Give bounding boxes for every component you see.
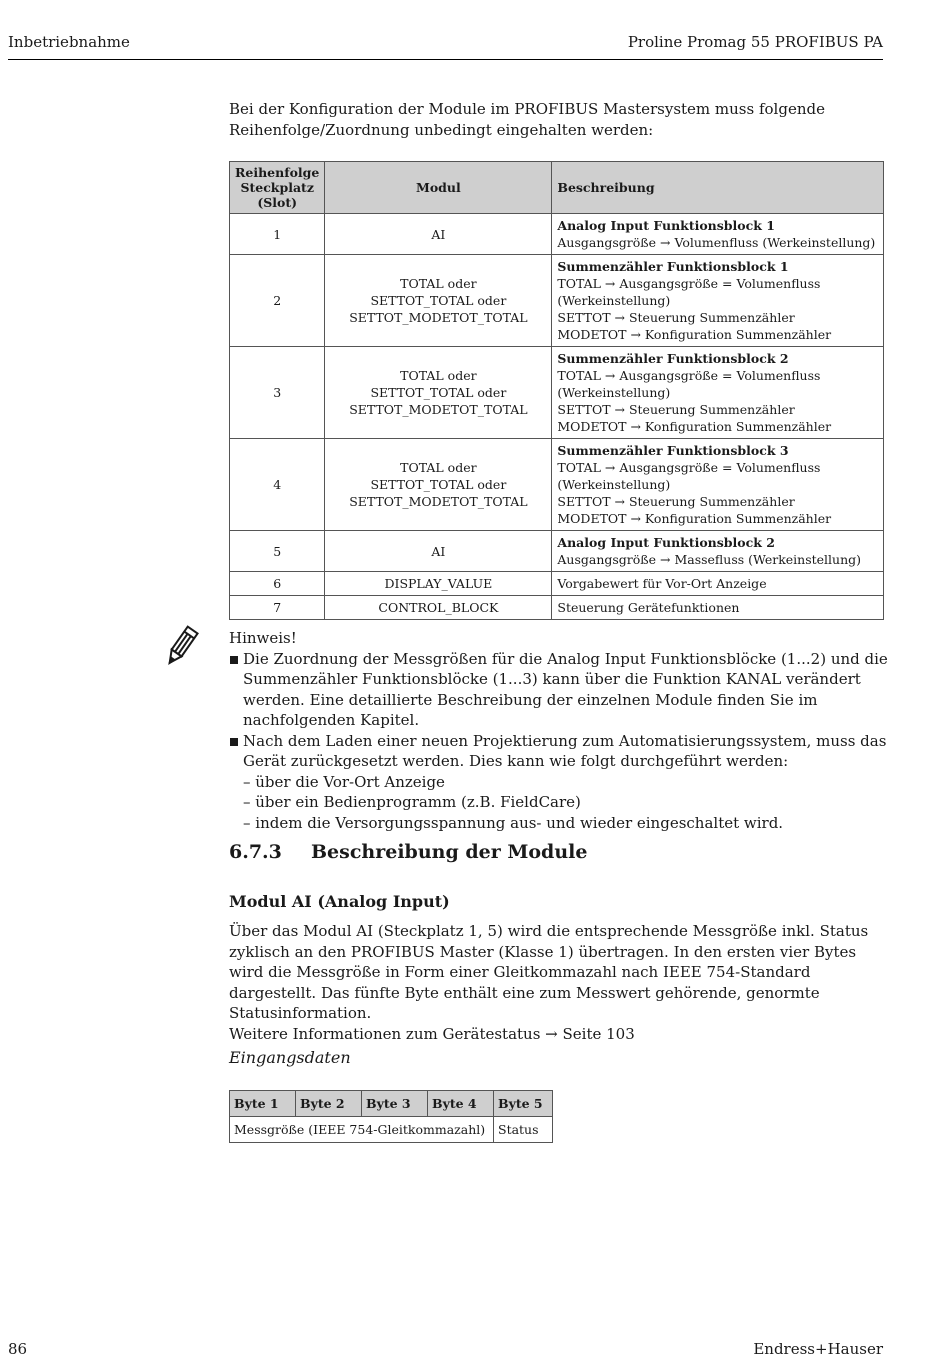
slot-cell: 7 [230, 596, 325, 620]
description-cell [552, 439, 884, 531]
table-header-row [230, 162, 884, 214]
description-cell [552, 214, 884, 255]
description-line: SETTOT → Steuerung Summenzähler [557, 402, 795, 417]
module-name: SETTOT_TOTAL oder [370, 477, 507, 492]
table-row [230, 572, 884, 596]
module-order-table [229, 161, 884, 620]
byte-header: Byte 5 [494, 1091, 553, 1117]
description-title: Analog Input Funktionsblock 1 [557, 218, 775, 233]
module-cell [325, 214, 552, 255]
description-line: TOTAL → Ausgangsgröße = Volumenfluss (Werkeinstellung) [557, 276, 821, 308]
note-dash-item: – über ein Bedienprogramm (z.B. FieldCare) [243, 793, 581, 811]
status-cell: Status [494, 1117, 553, 1143]
body-paragraph: Über das Modul AI (Steckplatz 1, 5) wird die entsprechende Messgröße inkl. Status zyklisch an den PROFIBUS Master (Klasse 1) übertragen. In den ersten vier Bytes wird die Messgröße in Form einer Gleitkommazahl nach IEEE 754-Standard dargestellt. Das fünfte Byte enthält eine zum Messwert gehörende, genormte Statusinformation. [229, 922, 869, 1022]
header-section-title: Inbetriebnahme [8, 33, 130, 51]
input-data-table [229, 1090, 553, 1143]
description-line: Ausgangsgröße → Volumenfluss (Werkeinstellung) [557, 235, 876, 250]
status-reference: Weitere Informationen zum Gerätestatus → Seite 103 [229, 1024, 635, 1043]
table-row [230, 1117, 553, 1143]
module-name: TOTAL oder [400, 368, 477, 383]
column-header-slot: Reihenfolge Steckplatz (Slot) [230, 162, 325, 214]
column-header-description: Beschreibung [552, 162, 884, 214]
description-cell [552, 255, 884, 347]
module-cell [325, 596, 552, 620]
table-row [230, 439, 884, 531]
module-name: AI [431, 226, 446, 242]
pencil-icon [160, 625, 204, 669]
module-name: SETTOT_MODETOT_TOTAL [349, 310, 528, 325]
module-name: SETTOT_MODETOT_TOTAL [349, 402, 528, 417]
description-cell [552, 572, 884, 596]
header-divider [8, 59, 883, 60]
column-header-module: Modul [325, 162, 552, 214]
header-product-title: Proline Promag 55 PROFIBUS PA [627, 33, 883, 51]
module-cell [325, 572, 552, 596]
subsection-heading: Modul AI (Analog Input) [229, 892, 450, 911]
slot-cell: 5 [230, 531, 325, 572]
module-cell [325, 255, 552, 347]
description-cell [552, 531, 884, 572]
description-cell [552, 596, 884, 620]
module-name: SETTOT_MODETOT_TOTAL [349, 494, 528, 509]
measured-value-cell: Messgröße (IEEE 754-Gleitkommazahl) [230, 1117, 494, 1143]
note-bullet [229, 731, 889, 772]
module-name: TOTAL oder [400, 460, 477, 475]
byte-header: Byte 4 [428, 1091, 494, 1117]
note-block [229, 628, 889, 833]
module-cell [325, 439, 552, 531]
description-line: TOTAL → Ausgangsgröße = Volumenfluss (Werkeinstellung) [557, 368, 821, 400]
slot-cell: 1 [230, 214, 325, 255]
module-name: AI [431, 543, 446, 559]
module-name: CONTROL_BLOCK [378, 600, 499, 615]
description-line: Vorgabewert für Vor-Ort Anzeige [557, 576, 767, 591]
description-title: Summenzähler Funktionsblock 1 [557, 259, 789, 274]
slot-cell: 3 [230, 347, 325, 439]
table-row [230, 531, 884, 572]
table-row [230, 214, 884, 255]
description-line: Steuerung Gerätefunktionen [557, 600, 740, 615]
note-heading: Hinweis! [229, 629, 297, 647]
section-number: 6.7.3 [229, 841, 282, 863]
table-row [230, 347, 884, 439]
description-line: SETTOT → Steuerung Summenzähler [557, 494, 795, 509]
description-line: TOTAL → Ausgangsgröße = Volumenfluss (Werkeinstellung) [557, 460, 821, 492]
description-line: SETTOT → Steuerung Summenzähler [557, 310, 795, 325]
intro-paragraph: Bei der Konfiguration der Module im PROFIBUS Mastersystem muss folgende Reihenfolge/Zuordnung unbedingt eingehalten werden: [229, 100, 825, 139]
slot-cell: 4 [230, 439, 325, 531]
description-title: Summenzähler Funktionsblock 3 [557, 443, 789, 458]
note-dash-item: – indem die Versorgungsspannung aus- und wieder eingeschaltet wird. [243, 813, 784, 832]
page-number: 86 [8, 1340, 28, 1358]
module-name: SETTOT_TOTAL oder [370, 385, 507, 400]
byte-header: Byte 2 [296, 1091, 362, 1117]
byte-header: Byte 1 [230, 1091, 296, 1117]
footer-brand: Endress+Hauser [753, 1340, 883, 1358]
module-cell [325, 531, 552, 572]
table-row [230, 255, 884, 347]
description-title: Summenzähler Funktionsblock 2 [557, 351, 789, 366]
description-line: MODETOT → Konfiguration Summenzähler [557, 327, 832, 342]
note-bullet [229, 649, 889, 731]
note-bullet-text: Nach dem Laden einer neuen Projektierung zum Automatisierungssystem, muss das Gerät zurückgesetzt werden. Dies kann wie folgt durchgeführt werden: [243, 731, 887, 770]
table-header-row [230, 1091, 553, 1117]
description-line: MODETOT → Konfiguration Summenzähler [557, 511, 832, 526]
description-title: Analog Input Funktionsblock 2 [557, 535, 775, 550]
note-dash-item: – über die Vor-Ort Anzeige [243, 772, 445, 791]
module-ai-description [229, 921, 885, 1044]
table-row [230, 596, 884, 620]
bullet-square-icon [230, 656, 238, 664]
module-name: SETTOT_TOTAL oder [370, 293, 507, 308]
slot-cell: 6 [230, 572, 325, 596]
module-name: TOTAL oder [400, 276, 477, 291]
byte-header: Byte 3 [362, 1091, 428, 1117]
module-name: DISPLAY_VALUE [384, 576, 493, 591]
slot-cell: 2 [230, 255, 325, 347]
note-bullet-text: Die Zuordnung der Messgrößen für die Analog Input Funktionsblöcke (1...2) und die Summenzähler Funktionsblöcke (1...3) kann über die Funktion KANAL verändert werden. Eine detaillierte Beschreibung der einzelnen Module finden Sie im nachfolgenden Kapitel. [243, 649, 888, 729]
description-line: MODETOT → Konfiguration Summenzähler [557, 419, 832, 434]
section-title: Beschreibung der Module [311, 841, 588, 863]
input-data-label: Eingangsdaten [229, 1048, 351, 1067]
description-cell [552, 347, 884, 439]
description-line: Ausgangsgröße → Massefluss (Werkeinstellung) [557, 552, 862, 567]
section-heading [229, 841, 587, 863]
module-cell [325, 347, 552, 439]
bullet-square-icon [230, 738, 238, 746]
